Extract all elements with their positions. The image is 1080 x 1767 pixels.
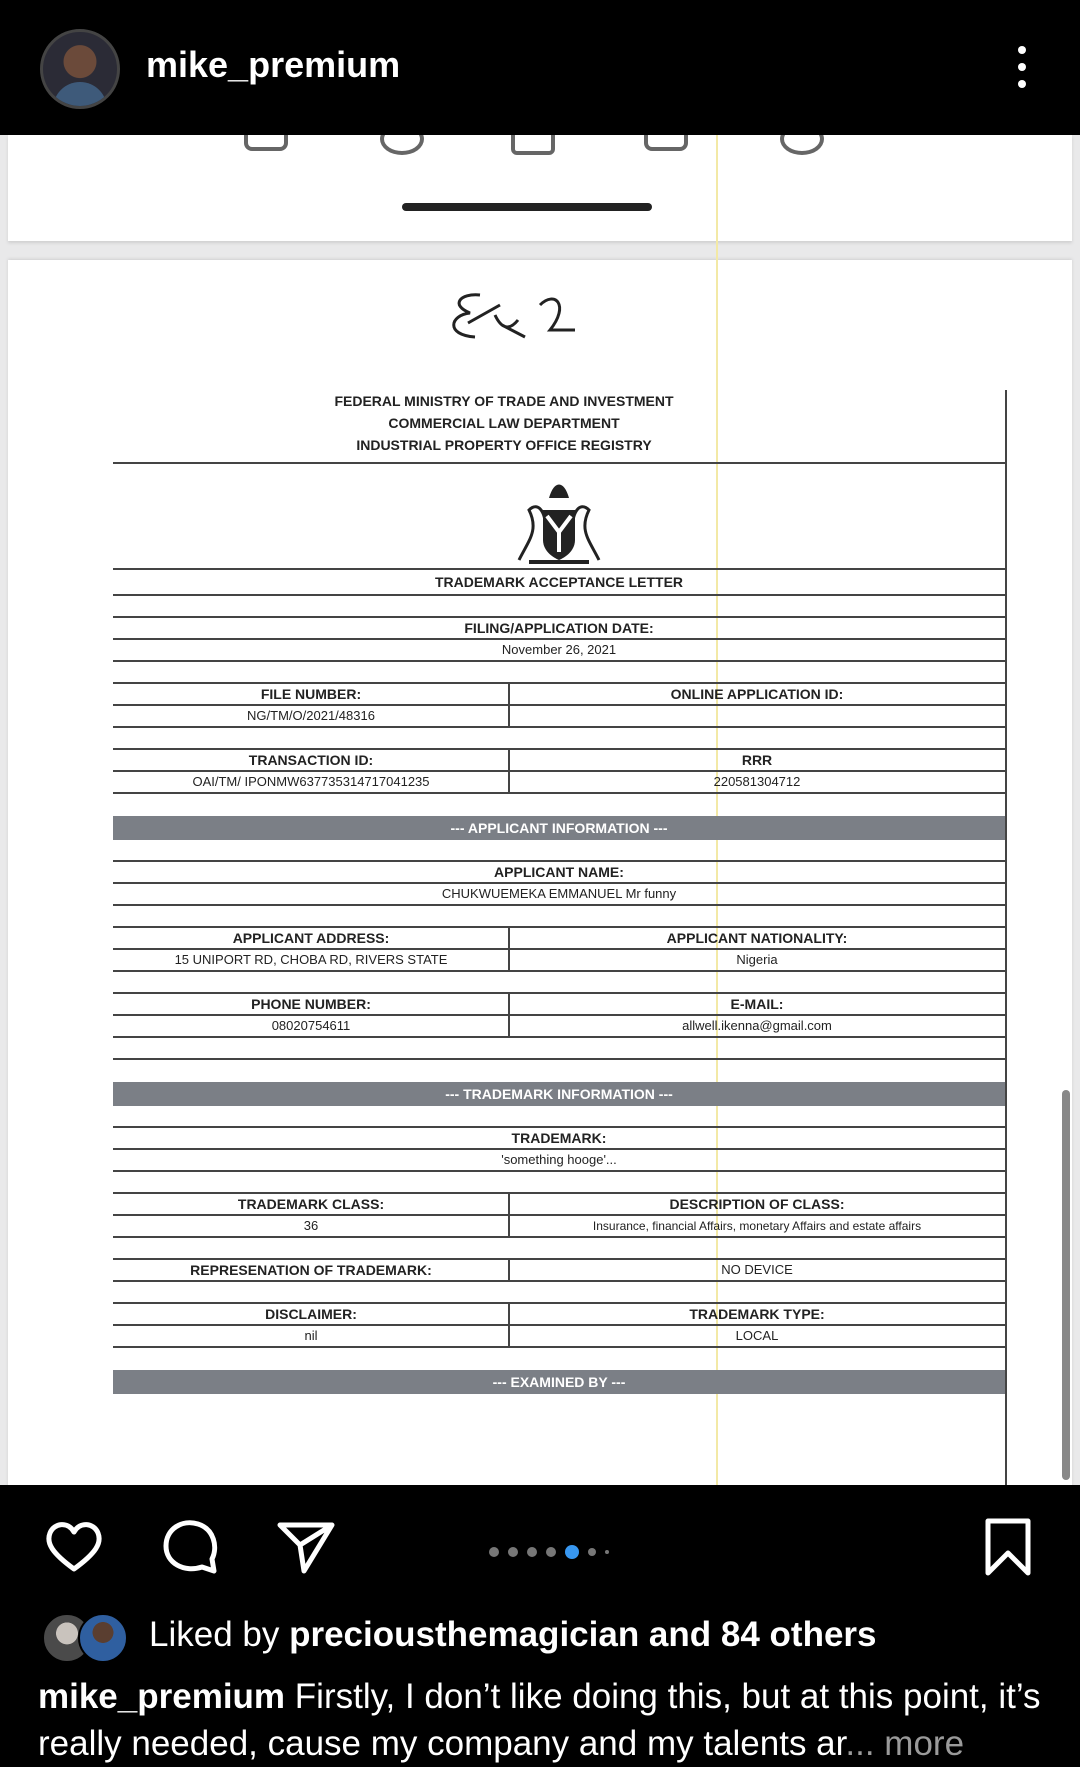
liked-by-avatars[interactable] xyxy=(42,1613,130,1661)
rrr-label: RRR xyxy=(741,752,773,768)
type-value: LOCAL xyxy=(735,1328,779,1343)
post-header xyxy=(0,0,1080,135)
comment-icon[interactable] xyxy=(158,1515,222,1579)
column-divider xyxy=(508,928,510,972)
column-divider xyxy=(508,684,510,728)
profile-avatar[interactable] xyxy=(40,29,120,109)
class-label: TRADEMARK CLASS: xyxy=(237,1196,385,1212)
caption-text: Firstly, I don’t like doing this, but at this point, it’s really needed, cause my company and my talents ar xyxy=(38,1677,1041,1763)
trademark-label: TRADEMARK: xyxy=(511,1130,607,1146)
caption-username[interactable]: mike_premium xyxy=(38,1677,286,1716)
heart-icon[interactable] xyxy=(42,1515,106,1579)
column-divider xyxy=(508,750,510,794)
rule xyxy=(113,1238,1005,1260)
profile-username[interactable]: mike_premium xyxy=(146,44,401,85)
rule xyxy=(113,1106,1005,1128)
filing-date-label: FILING/APPLICATION DATE: xyxy=(464,620,654,636)
trademark-label-row xyxy=(113,1128,1005,1150)
rule xyxy=(113,1282,1005,1304)
applicant-address-value: 15 UNIPORT RD, CHOBA RD, RIVERS STATE xyxy=(174,952,448,967)
rule xyxy=(113,596,1005,618)
trademark-value: 'something hooge'... xyxy=(501,1152,617,1167)
class-desc-value: Insurance, financial Affairs, monetary Affairs and estate affairs xyxy=(592,1219,922,1233)
type-label: TRADEMARK TYPE: xyxy=(689,1306,825,1322)
phone-label-row xyxy=(113,994,1005,1016)
representation-row xyxy=(113,1260,1005,1282)
more-link[interactable]: ... more xyxy=(845,1724,965,1763)
header-line-1: FEDERAL MINISTRY OF TRADE AND INVESTMENT xyxy=(334,393,674,409)
rule xyxy=(113,906,1005,928)
rule xyxy=(113,972,1005,994)
letter-header xyxy=(113,390,1005,464)
transaction-id-value: OAI/TM/ IPONMW637735314717041235 xyxy=(192,774,430,789)
handwritten-signature xyxy=(440,275,590,355)
transaction-label-row xyxy=(113,750,1005,772)
rule xyxy=(113,728,1005,750)
column-divider xyxy=(508,1260,510,1282)
carousel-dot xyxy=(588,1548,596,1556)
disclaimer-value-row xyxy=(113,1326,1005,1348)
file-number-value-row xyxy=(113,706,1005,728)
file-number-value: NG/TM/O/2021/48316 xyxy=(247,708,375,723)
applicant-info-band: --- APPLICANT INFORMATION --- xyxy=(113,816,1005,840)
email-label: E-MAIL: xyxy=(730,996,784,1012)
transaction-value-row xyxy=(113,772,1005,794)
class-label-row xyxy=(113,1194,1005,1216)
letter-title: TRADEMARK ACCEPTANCE LETTER xyxy=(434,574,684,590)
coat-of-arms-icon xyxy=(499,470,619,568)
home-indicator xyxy=(402,203,652,211)
filing-date-label-row xyxy=(113,618,1005,640)
disclaimer-label: DISCLAIMER: xyxy=(265,1306,357,1322)
disclaimer-label-row xyxy=(113,1304,1005,1326)
applicant-name-label-row xyxy=(113,862,1005,884)
liked-user[interactable]: preciousthemagician xyxy=(289,1615,640,1654)
trademark-value-row xyxy=(113,1150,1005,1172)
rule xyxy=(113,840,1005,862)
share-icon[interactable] xyxy=(274,1515,338,1579)
applicant-address-label: APPLICANT ADDRESS: xyxy=(232,930,390,946)
disclaimer-value: nil xyxy=(304,1328,318,1343)
table-right-border xyxy=(1005,390,1007,1485)
previous-page-card xyxy=(8,135,1072,241)
trademark-info-band: --- TRADEMARK INFORMATION --- xyxy=(113,1082,1005,1106)
email-value: allwell.ikenna@gmail.com xyxy=(682,1018,832,1033)
class-value: 36 xyxy=(303,1218,319,1233)
carousel-dot xyxy=(489,1547,499,1557)
rule xyxy=(113,1038,1005,1060)
header-line-3: INDUSTRIAL PROPERTY OFFICE REGISTRY xyxy=(356,437,652,453)
phone-value: 08020754611 xyxy=(271,1018,351,1033)
column-divider xyxy=(508,1304,510,1348)
file-number-label-row xyxy=(113,684,1005,706)
phone-value-row xyxy=(113,1016,1005,1038)
applicant-name-value-row xyxy=(113,884,1005,906)
carousel-dot xyxy=(605,1550,609,1554)
rule xyxy=(113,662,1005,684)
nationality-label: APPLICANT NATIONALITY: xyxy=(666,930,848,946)
carousel-dot xyxy=(546,1547,556,1557)
nationality-value: Nigeria xyxy=(736,952,778,967)
likes-summary[interactable] xyxy=(149,1615,877,1655)
class-desc-label: DESCRIPTION OF CLASS: xyxy=(669,1196,845,1212)
applicant-name-label: APPLICANT NAME: xyxy=(494,864,624,880)
bookmark-icon[interactable] xyxy=(976,1515,1040,1579)
representation-label: REPRESENATION OF TRADEMARK: xyxy=(190,1262,432,1278)
post-caption xyxy=(38,1673,1048,1767)
class-value-row xyxy=(113,1216,1005,1238)
letter-title-row xyxy=(113,570,1005,596)
transaction-id-label: TRANSACTION ID: xyxy=(248,752,374,768)
column-divider xyxy=(508,994,510,1038)
rrr-value: 220581304712 xyxy=(713,774,801,789)
post-media[interactable] xyxy=(0,135,1080,1485)
carousel-dot xyxy=(527,1547,537,1557)
carousel-dot xyxy=(508,1547,518,1557)
examined-by-band: --- EXAMINED BY --- xyxy=(113,1370,1005,1394)
representation-value: NO DEVICE xyxy=(721,1262,793,1277)
carousel-dot-active xyxy=(565,1545,579,1559)
liked-prefix: Liked by xyxy=(149,1615,290,1654)
filing-date-value: November 26, 2021 xyxy=(501,642,617,657)
file-number-label: FILE NUMBER: xyxy=(260,686,362,702)
liker-avatar[interactable] xyxy=(78,1613,128,1663)
applicant-name-value: CHUKWUEMEKA EMMANUEL Mr funny xyxy=(441,886,677,901)
address-label-row xyxy=(113,928,1005,950)
header-line-2: COMMERCIAL LAW DEPARTMENT xyxy=(388,415,620,431)
scrollbar[interactable] xyxy=(1062,1090,1070,1480)
post-footer xyxy=(0,1485,1080,1764)
online-app-id-label: ONLINE APPLICATION ID: xyxy=(670,686,844,702)
filing-date-value-row xyxy=(113,640,1005,662)
rule xyxy=(113,1172,1005,1194)
column-divider xyxy=(508,1194,510,1238)
phone-label: PHONE NUMBER: xyxy=(251,996,371,1012)
more-options-icon[interactable] xyxy=(1012,46,1032,90)
carousel-indicator xyxy=(489,1543,618,1559)
address-value-row xyxy=(113,950,1005,972)
liked-suffix[interactable]: and 84 others xyxy=(639,1615,877,1654)
